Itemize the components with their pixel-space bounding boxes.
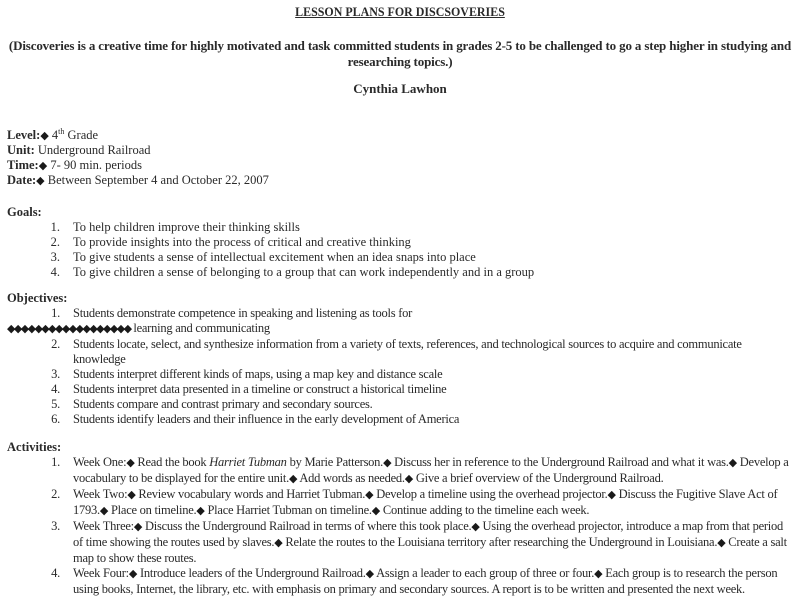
author-name: Cynthia Lawhon [353, 81, 447, 96]
goal-text: To help children improve their thinking skills [73, 220, 300, 234]
placeholder-glyph-icon: ◆ [471, 521, 480, 533]
activities-section [7, 440, 793, 597]
placeholder-glyph-icon: ◆ [594, 568, 603, 580]
placeholder-glyph-icon: ◆ [128, 568, 138, 580]
activity-week-label: Week Three: [73, 519, 134, 533]
goals-list [7, 220, 793, 280]
placeholder-glyph-icon: ◆ [126, 457, 135, 469]
list-number: 1. [50, 220, 60, 234]
list-number: 2. [51, 487, 60, 501]
activity-text: Discuss her in reference to the Underground Railroad and what it was. [394, 455, 729, 469]
objective-item [40, 382, 793, 397]
placeholder-glyph-icon: ◆ [133, 521, 143, 533]
goals-section [7, 205, 793, 280]
time-value: 7- 90 min. periods [50, 158, 142, 172]
goal-item [40, 250, 793, 265]
objective-text: Students identify leaders and their influence in the early development of America [73, 412, 460, 426]
activity-text: Relate the routes to the Louisiana territory after researching the Underground in Louisiana. [285, 535, 718, 549]
objective-item [40, 412, 793, 427]
activity-text: Discuss the Underground Railroad in terms of where this took place. [145, 519, 472, 533]
list-number: 4. [51, 566, 60, 580]
activity-text: by Marie Patterson. [286, 455, 384, 469]
activity-week-label: Week One: [73, 455, 127, 469]
placeholder-glyph-icon: ◆ [607, 489, 616, 501]
meta-unit [7, 143, 269, 158]
placeholder-glyph-icon: ◆ [99, 505, 109, 517]
placeholder-glyph-icon: ◆ [717, 537, 726, 549]
meta-time [7, 158, 269, 173]
goals-heading: Goals: [7, 205, 42, 219]
goal-text: To give children a sense of belonging to a group that can work independently and in a group [73, 265, 535, 279]
placeholder-glyph-icon: ◆ [365, 568, 374, 580]
date-label: Date: [7, 173, 37, 187]
activity-week-label: Week Two: [73, 487, 128, 501]
placeholder-glyph-icon: ◆ [38, 160, 48, 172]
activity-text: Assign a leader to each group of three or four. [376, 566, 595, 580]
activity-item-week-four [40, 566, 793, 597]
placeholder-glyph-icon: ◆ [728, 457, 737, 469]
activity-text: Introduce leaders of the Underground Railroad. [139, 566, 366, 580]
activity-text: Review vocabulary words and Harriet Tubman. [138, 487, 366, 501]
activity-text: Develop a timeline using the overhead projector. [376, 487, 608, 501]
list-number: 3. [50, 250, 60, 264]
activities-list [7, 455, 793, 597]
activity-item-week-two [40, 487, 793, 519]
activity-text: Using the overhead projector, introduce a map from that period of time showing the routes used by slaves. [73, 519, 784, 549]
placeholder-glyph-icon: ◆ [383, 457, 392, 469]
objective-text: Students interpret different kinds of maps, using a map key and distance scale [73, 367, 443, 381]
time-label: Time: [7, 158, 39, 172]
document-title: LESSON PLANS FOR DISCSOVERIES [295, 4, 505, 19]
objective-item [40, 397, 793, 412]
level-value: Grade [67, 128, 99, 142]
placeholder-glyph-icon: ◆ [404, 473, 413, 485]
list-number: 3. [51, 519, 60, 533]
document-subtitle: (Discoveries is a creative time for highly motivated and task committed students in grades 2-5 to be challenged to go a step higher in studying and researching topics.) [8, 38, 792, 69]
placeholder-glyph-icon: ◆ [274, 537, 283, 549]
objectives-list [7, 306, 793, 427]
list-number: 3. [51, 367, 60, 381]
activity-text: Read the book [137, 455, 210, 469]
list-number: 1. [51, 306, 60, 320]
objective-item [40, 306, 793, 321]
goal-item [40, 265, 793, 280]
objective-text: Students interpret data presented in a timeline or construct a historical timeline [73, 382, 447, 396]
objective-continuation-text: learning and communicating [133, 321, 270, 335]
placeholder-glyph-run-icon: ◆◆◆◆◆◆◆◆◆◆◆◆◆◆◆◆◆◆ [7, 323, 131, 335]
placeholder-glyph-icon: ◆ [196, 505, 205, 517]
activity-text: Create a salt map to show these routes. [73, 535, 787, 565]
activity-text: Each group is to research the person using books, Internet, the library, etc. with emphasis on primary and secondary sources. A report is to be written and presented the next week. [73, 566, 778, 596]
activities-heading: Activities: [7, 440, 62, 454]
activity-item-week-three [40, 519, 793, 566]
objective-text: Students compare and contrast primary and secondary sources. [73, 397, 373, 411]
level-number: 4 [51, 128, 59, 142]
meta-date [7, 173, 269, 188]
placeholder-glyph-icon: ◆ [288, 473, 298, 485]
list-number: 2. [51, 337, 60, 351]
placeholder-glyph-icon: ◆ [371, 505, 380, 517]
objective-text: Students demonstrate competence in speaking and listening as tools for [73, 306, 413, 320]
list-number: 1. [51, 455, 60, 469]
activity-week-label: Week Four: [73, 566, 129, 580]
objective-continuation [7, 321, 793, 337]
activity-text: Place on timeline. [110, 503, 197, 517]
level-label: Level: [7, 128, 41, 142]
activity-text: Develop a vocabulary to be displayed for the entire unit. [73, 455, 789, 485]
goal-text: To provide insights into the process of critical and creative thinking [73, 235, 411, 249]
activity-text: Continue adding to the timeline each week. [382, 503, 590, 517]
list-number: 6. [51, 412, 60, 426]
book-title: Harriet Tubman [209, 455, 287, 469]
placeholder-glyph-icon: ◆ [365, 489, 374, 501]
list-number: 4. [51, 382, 60, 396]
goal-text: To give students a sense of intellectual excitement when an idea snaps into place [73, 250, 476, 264]
level-suffix: th [58, 126, 65, 136]
activity-text: Place Harriet Tubman on timeline. [207, 503, 372, 517]
unit-value: Underground Railroad [37, 143, 151, 157]
objectives-section [7, 291, 793, 427]
goal-item [40, 235, 793, 250]
placeholder-glyph-icon: ◆ [40, 130, 49, 142]
placeholder-glyph-icon: ◆ [127, 489, 136, 501]
meta-level [7, 128, 269, 143]
placeholder-glyph-icon: ◆ [36, 175, 45, 187]
list-number: 5. [51, 397, 60, 411]
activity-text: Give a brief overview of the Underground Railroad. [415, 471, 664, 485]
activity-item-week-one [40, 455, 793, 487]
lesson-meta [7, 128, 269, 188]
activity-text: Add words as needed. [299, 471, 405, 485]
unit-label: Unit: [7, 143, 35, 157]
objectives-heading: Objectives: [7, 291, 68, 305]
objective-text: Students locate, select, and synthesize information from a variety of texts, references, and technological sources to acquire and communicate knowledge [73, 337, 742, 366]
date-value: Between September 4 and October 22, 2007 [47, 173, 269, 187]
list-number: 2. [50, 235, 60, 249]
list-number: 4. [50, 265, 60, 279]
objective-item [40, 337, 793, 367]
objective-item [40, 367, 793, 382]
activity-text: Discuss the Fugitive Slave Act of 1793. [73, 487, 778, 517]
goal-item [40, 220, 793, 235]
